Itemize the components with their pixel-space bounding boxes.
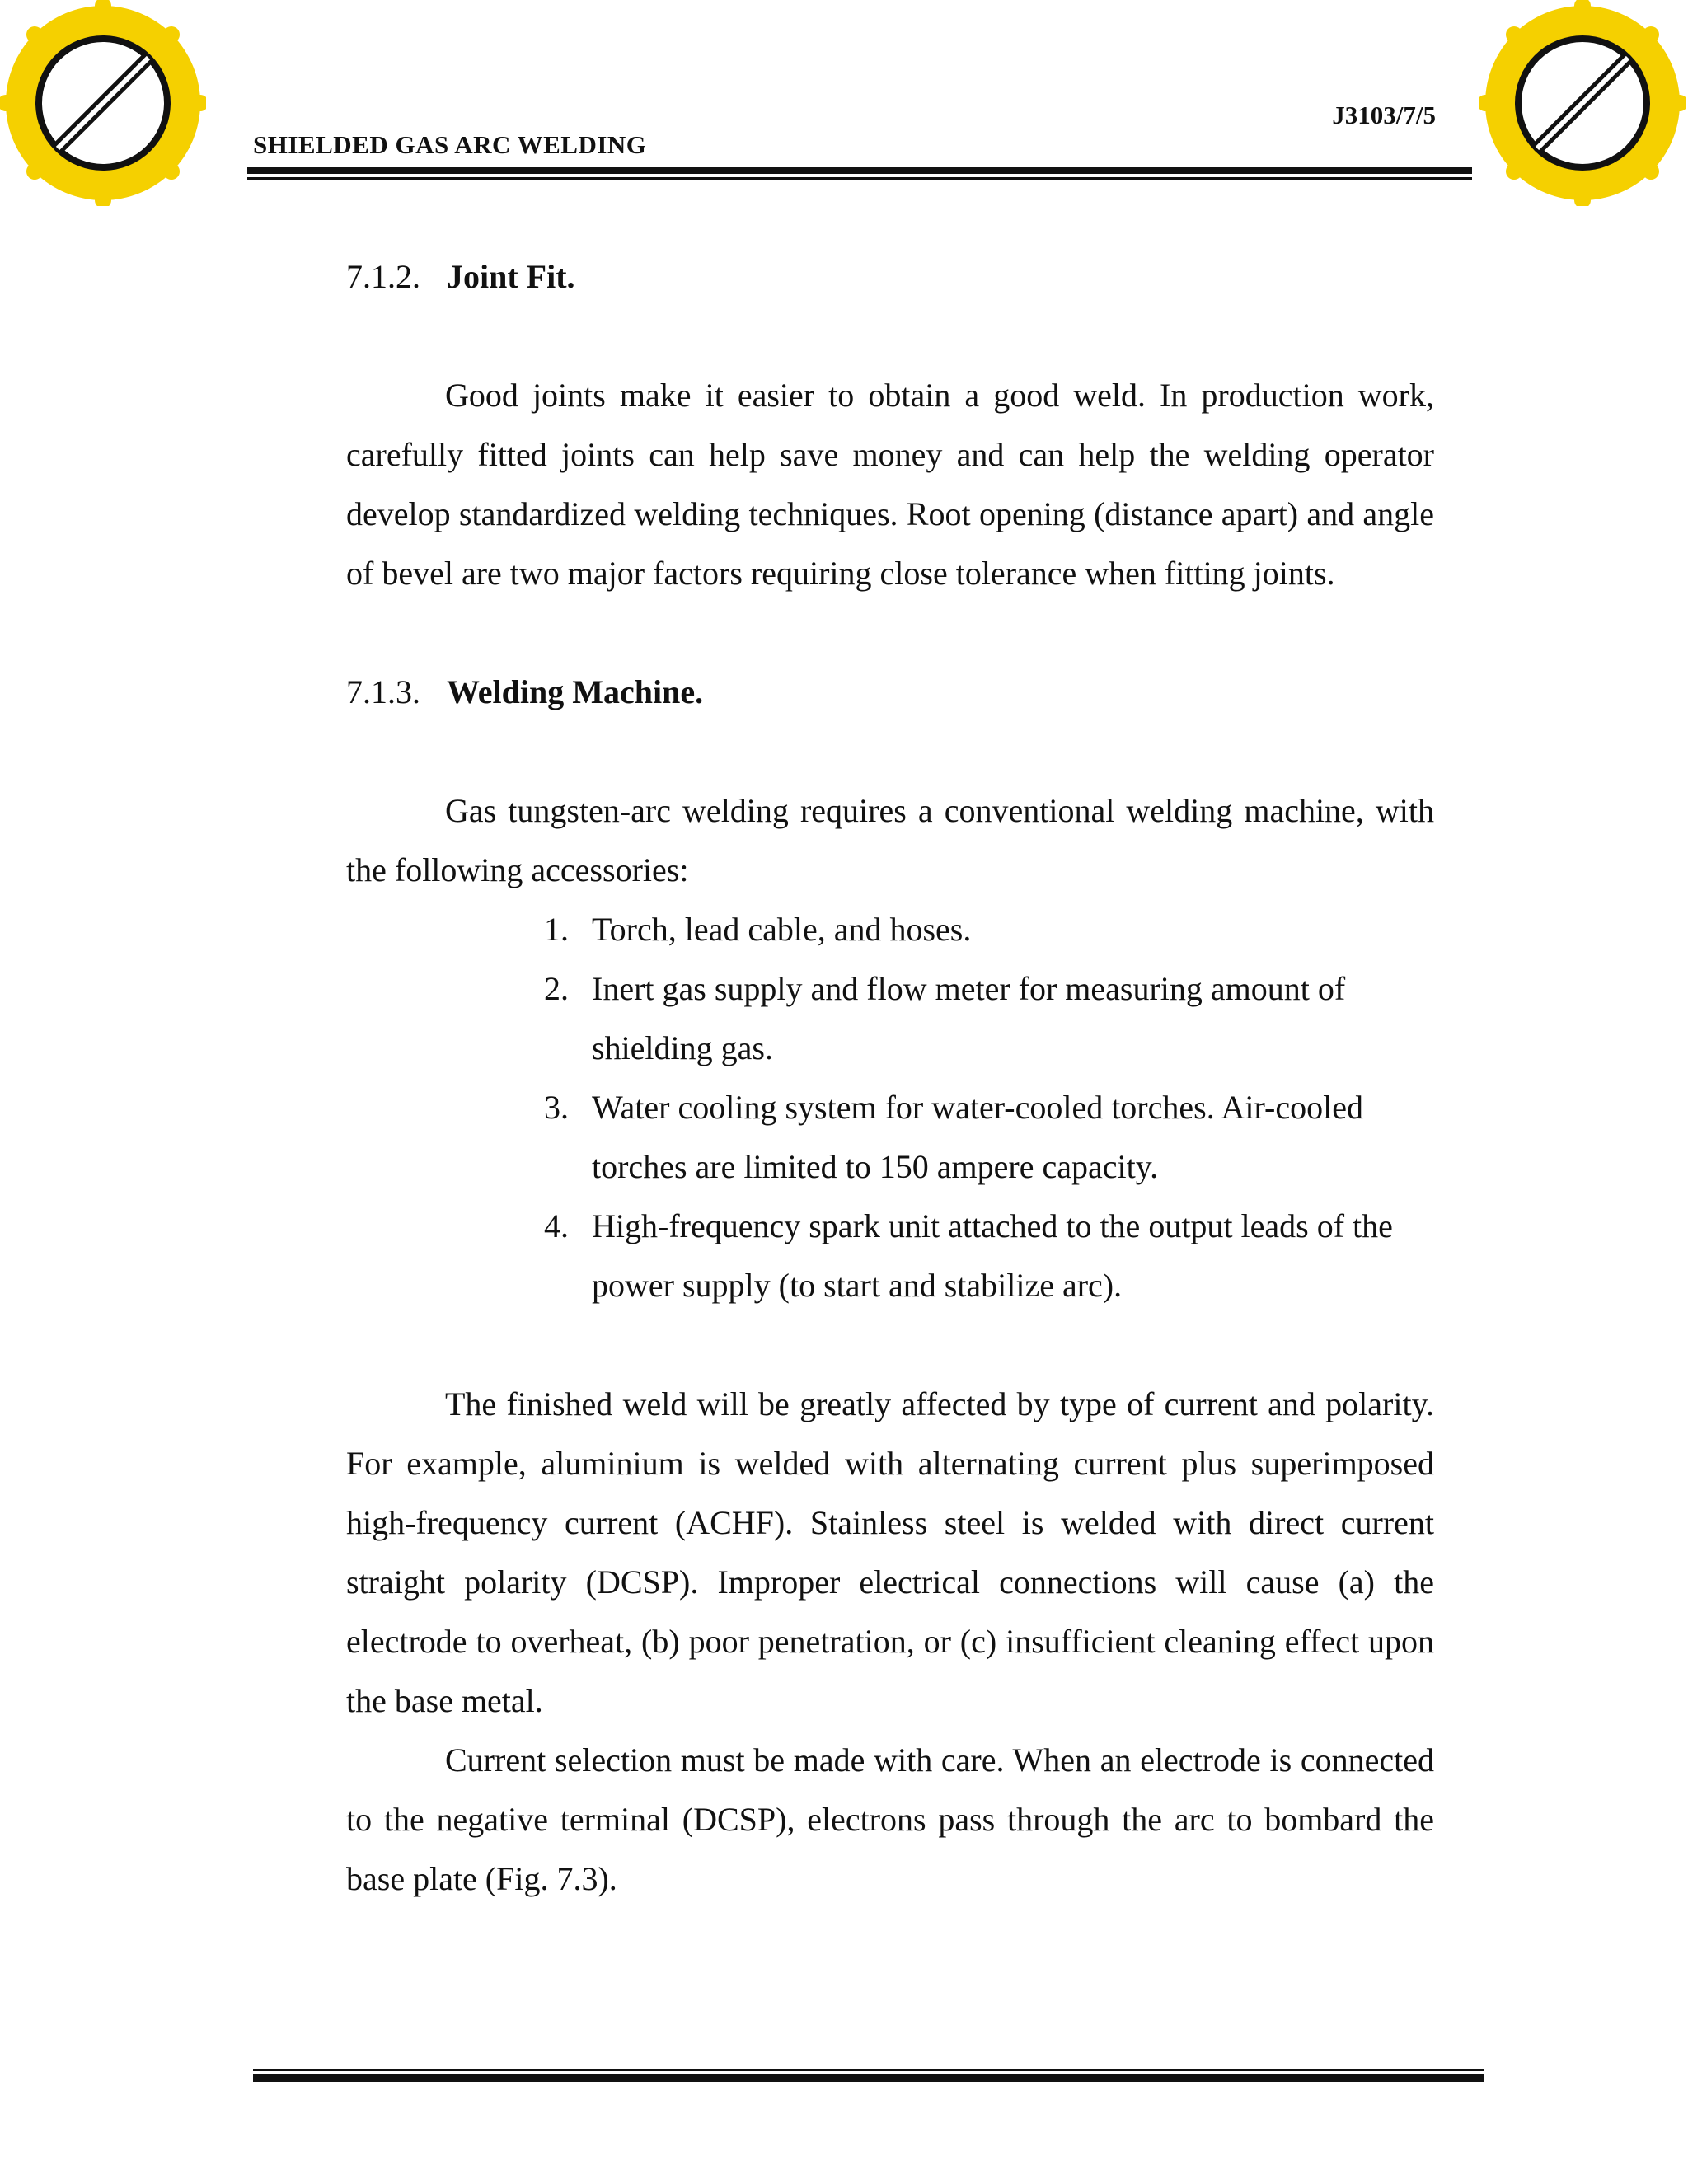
header-rule-thin	[247, 177, 1472, 180]
list-item: 1. Torch, lead cable, and hoses.	[544, 911, 972, 948]
paragraph: Current selection must be made with care. When an electrode is connected to the negative terminal (DCSP), electrons pass through the arc to bombard the base plate (Fig. 7.3).	[346, 1741, 1434, 1897]
running-header-title: SHIELDED GAS ARC WELDING	[253, 130, 647, 159]
section-title: Joint Fit.	[447, 258, 575, 295]
header-rule	[247, 167, 1472, 174]
list-item: 4. High-frequency spark unit attached to the output leads of the power supply (to start and stabilize arc).	[544, 1207, 1393, 1304]
document-body	[346, 247, 1434, 1909]
footer-rule	[253, 2074, 1484, 2082]
paragraph: Good joints make it easier to obtain a good weld. In production work, carefully fitted joints can help save money and can help the welding operator develop standardized welding techniques. Root opening (distance apart) and angle of bevel are two major factors requiring close tolerance when fitting joints.	[346, 377, 1434, 592]
list-item: 2. Inert gas supply and flow meter for measuring amount of shielding gas.	[544, 970, 1346, 1066]
footer-rule-thin	[253, 2069, 1484, 2071]
abbyy-stamp-icon[interactable]	[1479, 0, 1686, 206]
page-code: J3103/7/5	[1332, 101, 1436, 129]
accessories-list	[544, 900, 1434, 1315]
section-number: 7.1.3.	[346, 673, 420, 710]
section-heading	[346, 247, 1434, 307]
section-title: Welding Machine.	[447, 673, 704, 710]
paragraph: Gas tungsten-arc welding requires a conventional welding machine, with the following accessories:	[346, 792, 1434, 888]
paragraph: The finished weld will be greatly affected by type of current and polarity. For example, aluminium is welded with alternating current plus superimposed high-frequency current (ACHF). Stainless steel is welded with direct current straight polarity (DCSP). Improper electrical connections will cause (a) the electrode to overheat, (b) poor penetration, or (c) insufficient cleaning effect upon the base metal.	[346, 1385, 1434, 1719]
abbyy-stamp-icon[interactable]	[0, 0, 206, 206]
section-number: 7.1.2.	[346, 258, 420, 295]
section-heading	[346, 663, 1434, 722]
list-item: 3. Water cooling system for water-cooled torches. Air-cooled torches are limited to 150 ampere capacity.	[544, 1089, 1363, 1185]
